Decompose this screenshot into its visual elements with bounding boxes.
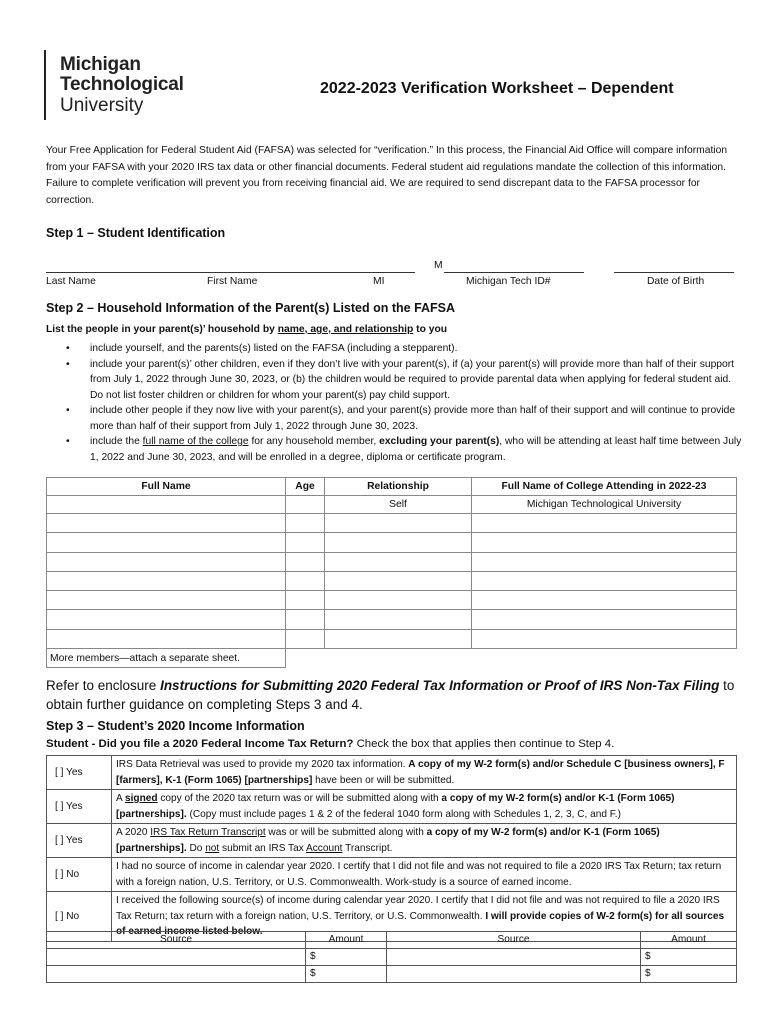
- t: have been or will be submitted.: [312, 774, 455, 786]
- bullet-item: • include other people if they now live with your parent(s), and your parent(s) provide more than half of their support and will continue to provide more than half of their support from July 1, 2022 through June 30, 2023.: [66, 403, 746, 434]
- checkbox-yes-drt[interactable]: [ ] Yes: [47, 756, 112, 790]
- t-u: Account: [306, 842, 343, 854]
- cell-college: Michigan Technological University: [472, 496, 737, 514]
- col-full-name: Full Name: [47, 478, 286, 496]
- t: copy of the 2020 tax return was or will be submitted along with: [157, 793, 442, 804]
- household-instructions: [66, 341, 746, 465]
- cell-age[interactable]: [286, 591, 325, 610]
- amount-cell[interactable]: $: [641, 949, 737, 966]
- cell-relationship[interactable]: [325, 514, 472, 533]
- t: submit an IRS Tax: [219, 842, 307, 854]
- household-table: [46, 477, 737, 668]
- refer-a: Refer to enclosure: [46, 678, 161, 693]
- dob-line[interactable]: [614, 272, 734, 273]
- t: IRS Data Retrieval was used to provide my 2020 tax information.: [116, 759, 409, 770]
- step2-heading: Step 2 – Household Information of the Parent(s) Listed on the FAFSA: [46, 301, 456, 315]
- t-bold: A copy of my W-2 form(s) and/or Schedule C [business owners], F [farmers], K-1 (Form 1065) [partnerships]: [116, 759, 725, 786]
- t: was or will be submitted along with: [265, 827, 427, 838]
- t: Do: [186, 842, 206, 854]
- cell-name[interactable]: [47, 591, 286, 610]
- b4-bold: excluding your parent(s): [379, 436, 500, 447]
- source-cell[interactable]: [47, 966, 306, 983]
- step1-heading: Step 1 – Student Identification: [46, 226, 226, 240]
- bullet-item: • include yourself, and the parents(s) listed on the FAFSA (including a stepparent).: [66, 341, 746, 357]
- cell-relationship[interactable]: [325, 533, 472, 552]
- logo-bar: [44, 50, 46, 120]
- b4-b: for any household member,: [248, 436, 380, 447]
- label-first-name: First Name: [207, 276, 258, 287]
- col-college: Full Name of College Attending in 2022-23: [472, 478, 737, 496]
- t-bold: a copy of my W-2 form(s) and/or K-1 (Form 1065) [partnerships].: [116, 827, 660, 854]
- cell-college[interactable]: [472, 533, 737, 552]
- cell-college[interactable]: [472, 629, 737, 648]
- id-line[interactable]: [444, 272, 584, 273]
- col-age: Age: [286, 478, 325, 496]
- step2-subheading: [46, 324, 447, 335]
- t-u: signed: [124, 793, 158, 804]
- t-bold: a copy of my W-2 form(s) and/or K-1 (Form 1065) [partnerships].: [116, 793, 675, 820]
- amount-cell[interactable]: $: [641, 966, 737, 983]
- label-mi: MI: [373, 276, 385, 287]
- cell-age[interactable]: [286, 533, 325, 552]
- table-footer-note: More members—attach a separate sheet.: [47, 649, 286, 668]
- checkbox-no-with-income[interactable]: [ ] No: [47, 892, 112, 942]
- id-m-prefix: M: [434, 260, 443, 271]
- checkbox-no-income[interactable]: [ ] No: [47, 858, 112, 892]
- t: A 2020: [116, 827, 151, 838]
- refer-b: to obtain further guidance on completing Steps 3 and 4.: [46, 678, 735, 712]
- source-cell[interactable]: [387, 966, 641, 983]
- cell-name[interactable]: [47, 552, 286, 571]
- sub-text-underline: name, age, and relationship: [277, 324, 414, 335]
- label-tech-id: Michigan Tech ID#: [466, 276, 551, 287]
- cell-college[interactable]: [472, 591, 737, 610]
- logo-line-2: Technological: [60, 74, 184, 95]
- cell-relationship[interactable]: [325, 571, 472, 590]
- cell-relationship: Self: [325, 496, 472, 514]
- label-dob: Date of Birth: [647, 276, 705, 287]
- step3-question: [46, 738, 614, 750]
- cell-name[interactable]: [47, 629, 286, 648]
- option-text: [112, 756, 737, 790]
- t-bold: I will provide copies of W-2 form(s) for all sources of earned income listed below.: [116, 910, 725, 937]
- col-relationship: Relationship: [325, 478, 472, 496]
- step3-heading: Step 3 – Student’s 2020 Income Information: [46, 719, 305, 733]
- label-last-name: Last Name: [46, 276, 96, 287]
- logo-line-3: University: [60, 95, 144, 116]
- cell-age[interactable]: [286, 514, 325, 533]
- intro-paragraph: Your Free Application for Federal Student Aid (FAFSA) was selected for “verification.” In this process, the Financial Aid Office will compare information from your FAFSA with your 2020 IRS tax data or other financial documents. Federal student aid regulations mandate the collection of this information. Failure to complete verification will prevent you from receiving financial aid. We are required to send discrepant data to the FAFSA processor for correction.: [46, 145, 728, 206]
- col-source: Source: [47, 932, 306, 949]
- cell-college[interactable]: [472, 514, 737, 533]
- cell-relationship[interactable]: [325, 610, 472, 629]
- option-text: [112, 790, 737, 824]
- footer-blank: [286, 649, 737, 668]
- t-u: not: [205, 842, 220, 854]
- col-amount: Amount: [306, 932, 387, 949]
- col-amount: Amount: [641, 932, 737, 949]
- cell-college[interactable]: [472, 552, 737, 571]
- income-options-table: [46, 755, 737, 942]
- name-line[interactable]: [46, 272, 415, 273]
- cell-relationship[interactable]: [325, 629, 472, 648]
- cell-relationship[interactable]: [325, 591, 472, 610]
- bullet-item: [66, 434, 746, 465]
- cell-name[interactable]: [47, 610, 286, 629]
- t: Transcript.: [342, 842, 393, 854]
- logo-line-1: Michigan: [60, 54, 141, 75]
- university-logo: [44, 50, 234, 120]
- cell-relationship[interactable]: [325, 552, 472, 571]
- cell-age[interactable]: [286, 629, 325, 648]
- income-sources-table: [46, 931, 737, 983]
- checkbox-yes-transcript[interactable]: [ ] Yes: [47, 824, 112, 858]
- bullet-item: • include your parent(s)’ other children, even if they don’t live with your parent(s), if (a) your parent(s) will provide more than half of their support from July 1, 2022 through June 30, 2023, or (b) the children would be required to provide parental data when applying for federal student aid. Do not list foster children or children for whom your parent(s) pay child support.: [66, 357, 746, 404]
- option-text: I had no source of income in calendar year 2020. I certify that I did not file and was not required to file a 2020 IRS Tax Return; tax return with a foreign nation, U.S. Territory, or U.S. Commonwealth. Work-study is a source of earned income.: [112, 858, 737, 892]
- t: A: [116, 793, 125, 804]
- source-cell[interactable]: [47, 949, 306, 966]
- checkbox-yes-signed-return[interactable]: [ ] Yes: [47, 790, 112, 824]
- refer-bold: Instructions for Submitting 2020 Federal Tax Information or Proof of IRS Non-Tax Filing: [160, 678, 720, 693]
- cell-name[interactable]: [47, 571, 286, 590]
- cell-age[interactable]: [286, 610, 325, 629]
- page-title: 2022-2023 Verification Worksheet – Dependent: [320, 80, 674, 97]
- t: (Copy must include pages 1 & 2 of the federal 1040 form along with Schedules 1, 2, 3, C, and F.): [186, 808, 621, 820]
- b4-c: , who will be attending at least half time between July 1, 2022 and June 30, 2023, and will be enrolled in a degree, diploma or certificate program.: [90, 436, 742, 463]
- source-cell[interactable]: [387, 949, 641, 966]
- cell-college[interactable]: [472, 571, 737, 590]
- col-source: Source: [387, 932, 641, 949]
- sub-text-b: to you: [413, 324, 448, 335]
- refer-paragraph: [46, 676, 736, 714]
- cell-name[interactable]: [47, 514, 286, 533]
- q-bold: Student - Did you file a 2020 Federal Income Tax Return?: [46, 738, 354, 750]
- option-text: [112, 824, 737, 858]
- cell-name[interactable]: [47, 533, 286, 552]
- q-rest: Check the box that applies then continue to Step 4.: [353, 738, 615, 750]
- sub-text-a: List the people in your parent(s)’ household by: [46, 324, 278, 335]
- cell-college[interactable]: [472, 610, 737, 629]
- t-u: IRS Tax Return Transcript: [150, 827, 266, 838]
- t: I received the following source(s) of income during calendar year 2020. I certify that I did not file and was not required to file a 2020 IRS Tax Return; tax return with a foreign nation, U.S. Territory, or U.S. Commonwealth.: [116, 895, 720, 922]
- cell-age[interactable]: [286, 552, 325, 571]
- b4-a: include the: [90, 436, 143, 447]
- cell-age[interactable]: [286, 496, 325, 514]
- cell-name[interactable]: [47, 496, 286, 514]
- cell-age[interactable]: [286, 571, 325, 590]
- amount-cell[interactable]: $: [306, 949, 387, 966]
- b4-u: full name of the college: [142, 436, 249, 447]
- amount-cell[interactable]: $: [306, 966, 387, 983]
